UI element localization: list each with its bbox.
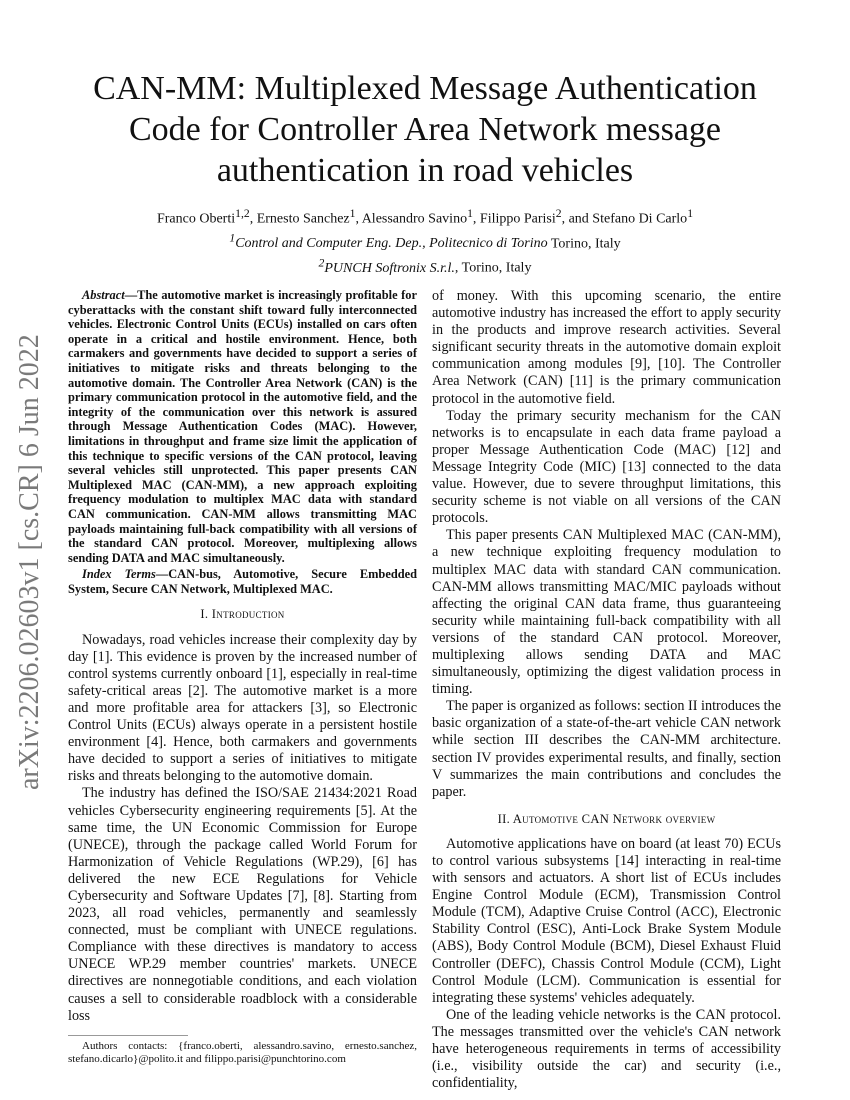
section-heading-introduction: I. Introduction <box>200 607 285 622</box>
index-terms-label: Index Terms <box>82 567 156 582</box>
abstract-label: Abstract <box>82 288 125 302</box>
affiliation-1 <box>60 229 790 254</box>
arxiv-identifier-stamp: arXiv:2206.02603v1 [cs.CR] 6 Jun 2022 <box>14 334 45 790</box>
paragraph: Nowadays, road vehicles increase their complexity day by day [1]. This evidence is proven by the increased number of control systems currently onboard [1], especially in real-time safety-critical areas [2]. The automotive market is a more and more profitable area for attackers [3], so Electronic Control Units (ECUs) always operate in a persistent hostile environment [4]. Hence, both carmakers and governments have decided to support a series of initiatives to mitigate risks and threats belonging to the automotive domain. <box>68 631 417 785</box>
paper-title: CAN-MM: Multiplexed Message Authentication Code for Controller Area Network message authentication in road vehicles <box>93 70 757 189</box>
footnote-divider <box>68 1035 188 1036</box>
right-column <box>432 288 781 1092</box>
paragraph: Automotive applications have on board (at least 70) ECUs to control various subsystems [14] interacting in real-time with sensors and actuators. A short list of ECUs includes Engine Control Module (ECM), Transmission Control Module (TCM), Adaptive Cruise Control (ACC), Electronic Stability Control (ESC), Anti-Lock Brake System Module (ABS), Body Control Module (BCM), Diesel Exhaust Fluid Controller (DEFC), Chassis Control Module (CCM), Light Control Module (LCM). Communication is essential for integrating these systems' vehicles adequately. <box>432 835 781 1006</box>
abstract <box>68 288 417 596</box>
paragraph: The industry has defined the ISO/SAE 21434:2021 Road vehicles Cybersecurity engineering requirements [5]. At the same time, the UN Economic Commission for Europe (UNECE), through the package called World Forum for Harmonization of Vehicle Regulations (WP.29), [6] has delivered the new ECE Regulations for Vehicle Cybersecurity and Software Updates [7], [8]. Starting from 2023, all road vehicles, permanently and seamlessly connected, must be compliant with UNECE regulations. Compliance with these directives is mandatory to access UNECE WP.29 member countries' markets. UNECE directives are nonnegotiable conditions, and each violation causes a sell to considerable roadblock with a considerable loss <box>68 785 417 1024</box>
author-block <box>60 204 790 278</box>
abstract-text: —The automotive market is increasingly profitable for cyberattacks with the constant shift toward fully interconnected vehicles. Electronic Control Units (ECUs) installed on cars often operate in a critical and hostile environment. Hence, both carmakers and governments have decided to support a series of initiatives to mitigate risks and threats belonging to the automotive domain. The Controller Area Network (CAN) is the primary communication protocol in the automotive field, and the integrity of the communication over this network is assured through Message Authentication Codes (MAC). However, limitations in throughput and frame size limit the application of this technique to specific versions of the CAN protocol, leaving several vehicles still unprotected. This paper presents CAN Multiplexed MAC (CAN-MM), a new approach exploiting frequency modulation to multiplex MAC data with standard CAN communication. CAN-MM allows transmitting MAC payloads maintaining full-back compatibility with all versions of the standard CAN protocol. Moreover, multiplexing allows sending DATA and MAC simultaneously. <box>68 288 417 565</box>
paragraph: One of the leading vehicle networks is the CAN protocol. The messages transmitted over the vehicle's CAN network have heterogeneous requirements in terms of accessibility (i.e., visibility outside the car) and security (i.e., confidentiality, <box>432 1006 781 1092</box>
affiliation-2-name: $^2$PUNCH Softronix S.r.l. <box>318 256 455 276</box>
paragraph: Today the primary security mechanism for the CAN networks is to encapsulate in each data frame payload a proper Message Authentication Code (MAC) [12] and Message Integrity Code (MIC) [13] connected to the data value. However, due to severe throughput limitations, this security scheme is not viable on all versions of the CAN protocols. <box>432 407 781 527</box>
affiliation-1-location: Torino, Italy <box>547 236 621 252</box>
section-heading-automotive-can: II. Automotive CAN Network overview <box>497 811 716 826</box>
author-contacts-footnote: Authors contacts: {franco.oberti, alessandro.savino, ernesto.sanchez, stefano.dicarlo}@polito.it and filippo.parisi@punchtorino.com <box>68 1039 417 1065</box>
paragraph: The paper is organized as follows: section II introduces the basic organization of a state-of-the-art vehicle CAN network while section III describes the CAN-MM architecture. section IV provides experimental results, and finally, section V summarizes the main contributions and concludes the paper. <box>432 698 782 800</box>
author-list: Franco Oberti$^{1,2}$, Ernesto Sanchez$^1$, Alessandro Savino$^1$, Filippo Parisi$^2$, and Stefano Di Carlo$^1$ <box>156 207 694 227</box>
affiliation-2 <box>60 253 790 278</box>
paragraph: This paper presents CAN Multiplexed MAC (CAN-MM), a new technique exploiting frequency modulation to multiplex MAC data with standard CAN communication. CAN-MM allows transmitting MAC/MIC payloads without affecting the original CAN data frame, thus guaranteeing security while maintaining full-back compatibility with all versions of the standard CAN protocol. Moreover, multiplexing allows sending DATA and MAC simultaneously, optimizing the digest validation process in timing. <box>432 527 781 698</box>
affiliation-1-name: $^1$Control and Computer Eng. Dep., Politecnico di Torino <box>229 231 548 252</box>
index-terms-text: —CAN-bus, Automotive, Secure Embedded System, Secure CAN Network, Multiplexed MAC. <box>68 567 417 596</box>
affiliation-2-location: , Torino, Italy <box>454 260 532 276</box>
left-column <box>68 288 417 1066</box>
paragraph: of money. With this upcoming scenario, the entire automotive industry has increased the effort to apply security in the products and improve research activities. Several significant security threats in the automotive domain exploit communication among modules [9], [10]. The Controller Area Network (CAN) [11] is the primary communication protocol in the automotive field. <box>432 288 781 407</box>
